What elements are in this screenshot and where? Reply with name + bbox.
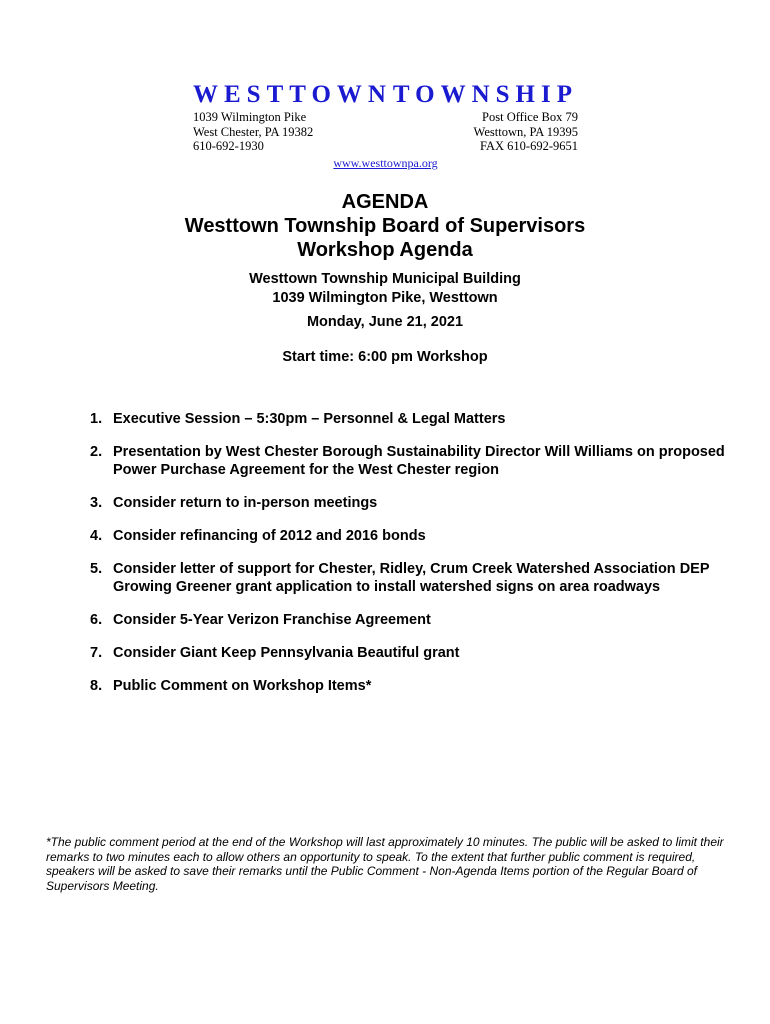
agenda-item (90, 527, 730, 545)
board-name: Westtown Township Board of Supervisors (184, 215, 586, 237)
item-number: 8. (90, 678, 103, 694)
address-block (193, 110, 578, 154)
item-number: 2. (90, 444, 103, 460)
agenda-item (90, 560, 730, 596)
location-block (0, 270, 770, 307)
item-text: Consider refinancing of 2012 and 2016 bonds (113, 528, 426, 544)
item-text: Consider return to in-person meetings (113, 495, 378, 511)
item-number: 6. (90, 612, 103, 628)
website-link[interactable]: www.westtownpa.org (333, 155, 438, 170)
item-number: 7. (90, 645, 103, 661)
item-text: Consider Giant Keep Pennsylvania Beautiful grant (113, 645, 460, 661)
item-number: 3. (90, 495, 103, 511)
location-address: 1039 Wilmington Pike, Westtown (272, 289, 498, 306)
agenda-item (90, 410, 730, 428)
meeting-date: Monday, June 21, 2021 (306, 314, 464, 330)
fax-number: FAX 610-692-9651 (479, 139, 578, 153)
location-name: Westtown Township Municipal Building (249, 271, 521, 287)
agenda-item (90, 611, 730, 629)
agenda-type: Workshop Agenda (297, 239, 473, 261)
start-time: Start time: 6:00 pm Workshop (282, 348, 488, 365)
agenda-heading: AGENDA (341, 191, 429, 213)
agenda-item (90, 677, 730, 695)
item-number: 4. (90, 528, 103, 544)
phone-number: 610-692-1930 (193, 139, 264, 153)
item-text: Executive Session – 5:30pm – Personnel & Legal Matters (113, 411, 506, 427)
title-township: TOWNSHIP (392, 81, 578, 108)
agenda-item (90, 494, 730, 512)
agenda-header (0, 190, 770, 366)
title-westtown: WESTTOWN (193, 81, 392, 108)
city-address: West Chester, PA 19382 (193, 124, 314, 139)
item-text: Public Comment on Workshop Items* (113, 678, 372, 694)
address-left (193, 110, 313, 154)
po-box: Post Office Box 79 (482, 110, 578, 124)
address-right (474, 110, 578, 154)
item-text: Consider 5-Year Verizon Franchise Agreement (113, 612, 431, 628)
township-title (193, 80, 578, 110)
item-text: Consider letter of support for Chester, Ridley, Crum Creek Watershed Association DEP Growing Greener grant application to install watershed signs on area roadways (113, 561, 710, 595)
item-number: 5. (90, 561, 103, 577)
agenda-item (90, 443, 730, 479)
agenda-item (90, 644, 730, 662)
agenda-items (90, 410, 730, 710)
letterhead (193, 80, 578, 170)
item-text: Presentation by West Chester Borough Sustainability Director Will Williams on proposed Power Purchase Agreement for the West Chester region (113, 444, 725, 478)
po-city: Westtown, PA 19395 (473, 124, 578, 139)
street-address: 1039 Wilmington Pike (193, 110, 307, 124)
item-number: 1. (90, 411, 103, 427)
public-comment-footnote: *The public comment period at the end of the Workshop will last approximately 10 minutes. The public will be asked to limit their remarks to two minutes each to allow others an opportunity to speak. To the extent that further public comment is required, speakers will be asked to save their remarks until the Public Comment - Non-Agenda Items portion of the Regular Board of Supervisors Meeting. (46, 835, 724, 893)
